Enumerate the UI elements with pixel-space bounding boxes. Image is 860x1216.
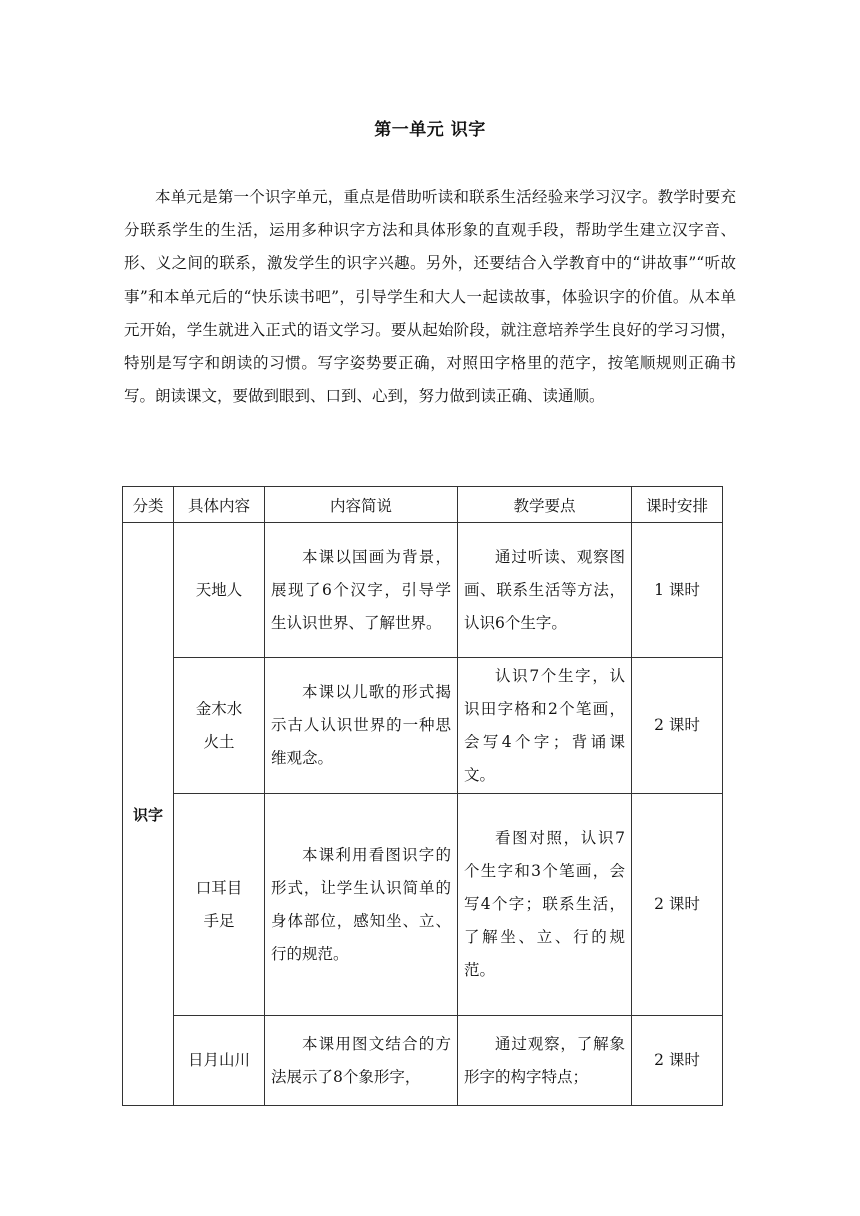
teaching-points: 通过听读、观察图画、联系生活等方法，认识6个生字。 — [458, 523, 632, 658]
header-content: 具体内容 — [174, 487, 265, 523]
lesson-summary: 本课以儿歌的形式揭示古人认识世界的一种思维观念。 — [265, 658, 458, 794]
header-category: 分类 — [123, 487, 174, 523]
lesson-content: 金木水火土 — [174, 658, 265, 794]
page-title: 第一单元 识字 — [374, 120, 486, 140]
header-class-hours: 课时安排 — [632, 487, 723, 523]
lesson-content: 日月山川 — [174, 1016, 265, 1106]
lesson-plan-table — [122, 486, 723, 1106]
table-row — [123, 658, 723, 794]
lesson-content: 口耳目手足 — [174, 794, 265, 1016]
table-row — [123, 794, 723, 1016]
class-hours: 1 课时 — [632, 523, 723, 658]
teaching-points: 认识7个生字，认识田字格和2个笔画，会写4个字；背诵课文。 — [458, 658, 632, 794]
lesson-summary: 本课利用看图识字的形式，让学生认识简单的身体部位，感知坐、立、行的规范。 — [265, 794, 458, 1016]
category-cell: 识字 — [123, 523, 174, 1106]
table-row — [123, 1016, 723, 1106]
class-hours: 2 课时 — [632, 658, 723, 794]
lesson-content: 天地人 — [174, 523, 265, 658]
header-teaching-points: 教学要点 — [458, 487, 632, 523]
table-header-row — [123, 487, 723, 523]
class-hours: 2 课时 — [632, 794, 723, 1016]
unit-introduction: 本单元是第一个识字单元，重点是借助听读和联系生活经验来学习汉字。教学时要充分联系学生的生活，运用多种识字方法和具体形象的直观手段，帮助学生建立汉字音、形、义之间的联系，激发学生的识字兴趣。另外，还要结合入学教育中的“讲故事”“听故事”和本单元后的“快乐读书吧”，引导学生和大人一起读故事，体验识字的价值。从本单元开始，学生就进入正式的语文学习。要从起始阶段，就注意培养学生良好的学习习惯，特别是写字和朗读的习惯。写字姿势要正确，对照田字格里的范字，按笔顺规则正确书写。朗读课文，要做到眼到、口到、心到，努力做到读正确、读通顺。 — [124, 188, 736, 406]
lesson-summary: 本课以国画为背景，展现了6个汉字，引导学生认识世界、了解世界。 — [265, 523, 458, 658]
teaching-points: 看图对照，认识7个生字和3个笔画，会写4个字；联系生活，了解坐、立、行的规范。 — [458, 794, 632, 1016]
class-hours: 2 课时 — [632, 1016, 723, 1106]
header-summary: 内容简说 — [265, 487, 458, 523]
table-row — [123, 523, 723, 658]
lesson-summary: 本课用图文结合的方法展示了8个象形字， — [265, 1016, 458, 1106]
teaching-points: 通过观察，了解象形字的构字特点； — [458, 1016, 632, 1106]
